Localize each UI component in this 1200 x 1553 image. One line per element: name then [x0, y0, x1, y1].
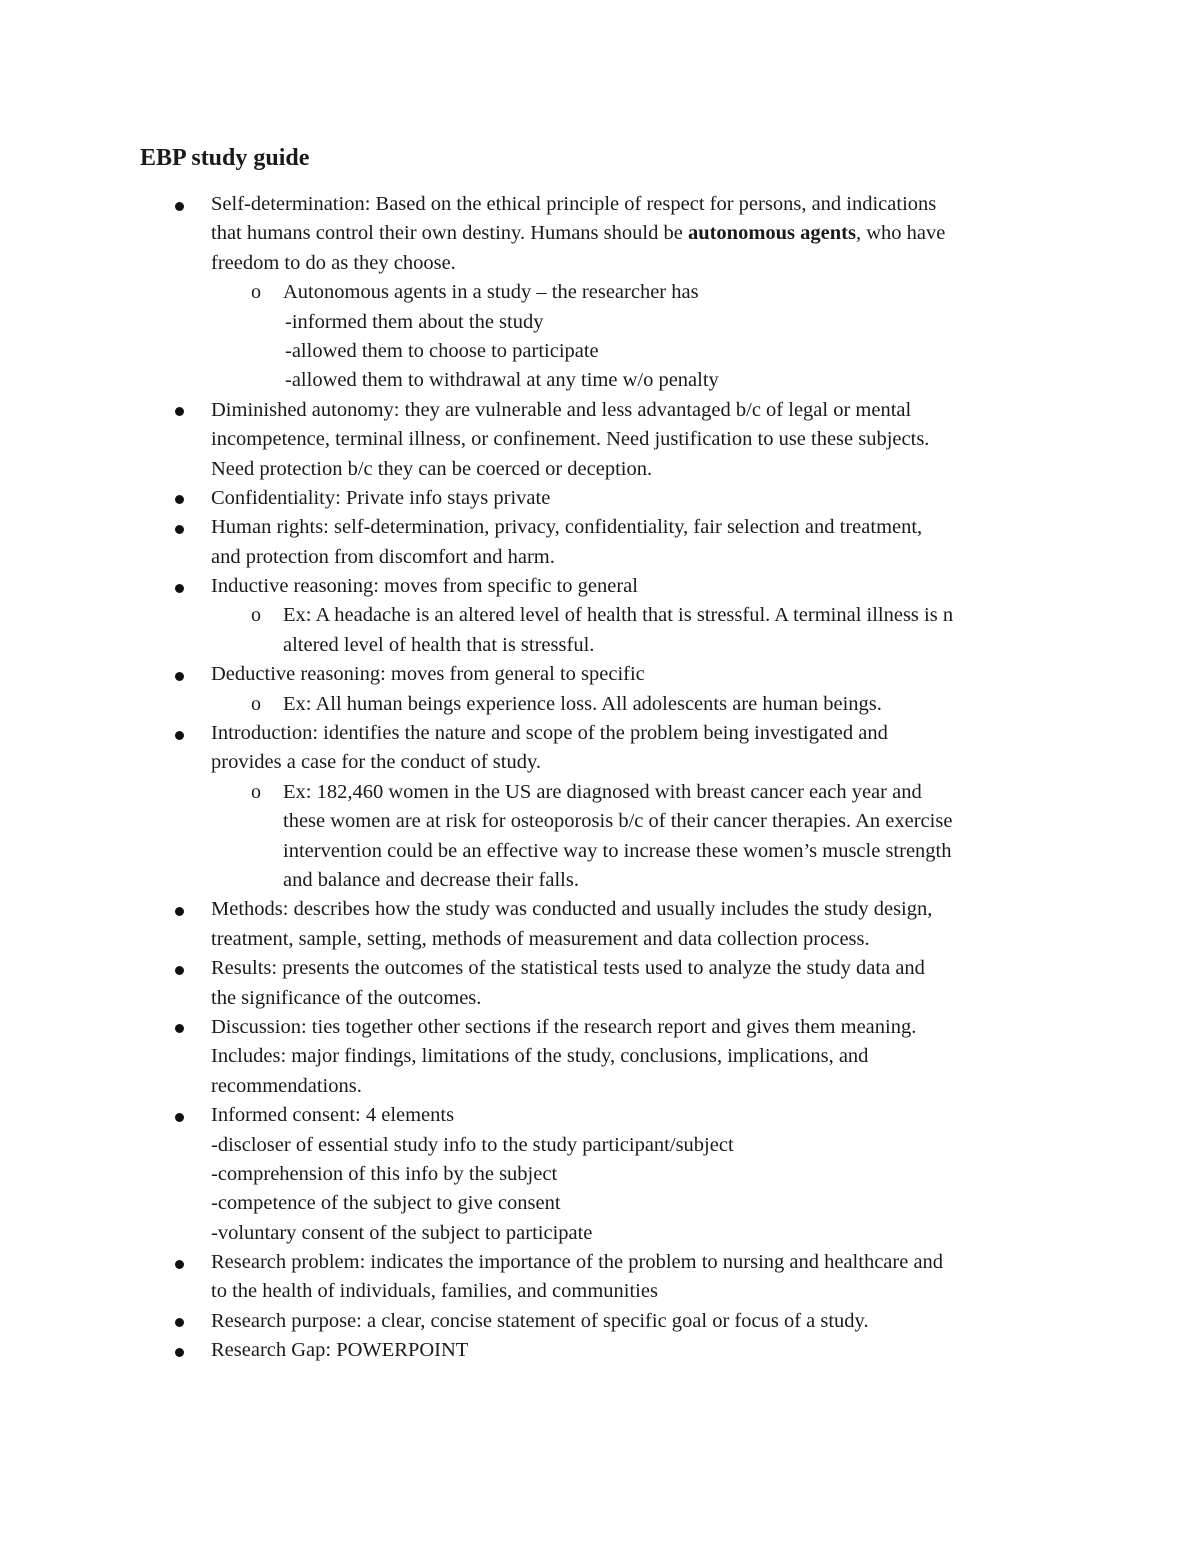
bullet-icon [175, 731, 184, 740]
list-item-confidentiality: Confidentiality: Private info stays private [0, 484, 1200, 513]
bullet-icon [175, 407, 184, 416]
sub-list-item: o Ex: All human beings experience loss. All adolescents are human beings. [0, 690, 1200, 719]
list-item-methods: Methods: describes how the study was conducted and usually includes the study design, [0, 895, 1200, 924]
list-item-detail: -discloser of essential study info to the study participant/subject [211, 1133, 734, 1156]
list-item-research-problem: Research problem: indicates the importance of the problem to nursing and healthcare and [0, 1248, 1200, 1277]
list-item-deductive-reasoning: Deductive reasoning: moves from general to specific [0, 660, 1200, 689]
list-item-human-rights: Human rights: self-determination, privacy, confidentiality, fair selection and treatment, [0, 513, 1200, 542]
list-item-continuation: the significance of the outcomes. [211, 986, 482, 1009]
list-item-detail: -voluntary consent of the subject to participate [211, 1221, 593, 1244]
hollow-bullet-icon: o [251, 692, 261, 715]
list-item-continuation: incompetence, terminal illness, or confinement. Need justification to use these subjects. [211, 428, 930, 451]
list-item-continuation: recommendations. [211, 1074, 362, 1097]
list-item-inductive-reasoning: Inductive reasoning: moves from specific to general [0, 572, 1200, 601]
sub-list-item: o Ex: 182,460 women in the US are diagnosed with breast cancer each year and [0, 778, 1200, 807]
list-item-continuation: and protection from discomfort and harm. [211, 545, 555, 568]
sub-list-continuation: intervention could be an effective way to increase these women’s muscle strength [283, 839, 952, 862]
list-item-continuation: Need protection b/c they can be coerced or deception. [211, 457, 653, 480]
sub-list-item: o Ex: A headache is an altered level of health that is stressful. A terminal illness is n [0, 601, 1200, 630]
list-item-continuation: freedom to do as they choose. [211, 251, 456, 274]
bullet-icon [175, 1024, 184, 1033]
list-item-detail: -comprehension of this info by the subject [211, 1162, 558, 1185]
list-item-diminished-autonomy: Diminished autonomy: they are vulnerable and less advantaged b/c of legal or mental [0, 396, 1200, 425]
sub-list-continuation: and balance and decrease their falls. [283, 868, 579, 891]
sub-list-continuation: these women are at risk for osteoporosis b/c of their cancer therapies. An exercise [283, 810, 953, 833]
bullet-icon [175, 672, 184, 681]
list-item-results: Results: presents the outcomes of the statistical tests used to analyze the study data and [0, 954, 1200, 983]
sub-list-detail: -allowed them to withdrawal at any time w/o penalty [285, 369, 719, 392]
hollow-bullet-icon: o [251, 281, 261, 304]
list-item-self-determination: Self-determination: Based on the ethical principle of respect for persons, and indications [0, 190, 1200, 219]
list-item-research-gap: Research Gap: POWERPOINT [0, 1336, 1200, 1365]
list-item-discussion: Discussion: ties together other sections if the research report and gives them meaning. [0, 1013, 1200, 1042]
list-item-research-purpose: Research purpose: a clear, concise statement of specific goal or focus of a study. [0, 1307, 1200, 1336]
list-item-continuation: that humans control their own destiny. Humans should be autonomous agents, who have [211, 222, 946, 245]
bullet-icon [175, 1260, 184, 1269]
bold-term: autonomous agents [687, 222, 856, 245]
list-item-continuation: treatment, sample, setting, methods of measurement and data collection process. [211, 927, 870, 950]
list-item-continuation: provides a case for the conduct of study. [211, 751, 541, 774]
bullet-icon [175, 1113, 184, 1122]
list-item-detail: -competence of the subject to give consent [211, 1192, 561, 1215]
bullet-list [0, 190, 1200, 1366]
list-item-continuation: to the health of individuals, families, and communities [211, 1280, 658, 1303]
sub-list-detail: -informed them about the study [285, 310, 544, 333]
bullet-icon [175, 907, 184, 916]
bullet-icon [175, 1318, 184, 1327]
bullet-icon [175, 966, 184, 975]
list-item-informed-consent: Informed consent: 4 elements [0, 1101, 1200, 1130]
list-item-continuation: Includes: major findings, limitations of the study, conclusions, implications, and [211, 1045, 869, 1068]
bullet-icon [175, 495, 184, 504]
sub-list-detail: -allowed them to choose to participate [285, 339, 599, 362]
bullet-icon [175, 584, 184, 593]
hollow-bullet-icon: o [251, 780, 261, 803]
document-title: EBP study guide [140, 145, 310, 171]
bullet-icon [175, 202, 184, 211]
bullet-icon [175, 525, 184, 534]
list-item-introduction: Introduction: identifies the nature and scope of the problem being investigated and [0, 719, 1200, 748]
bullet-icon [175, 1348, 184, 1357]
sub-list-continuation: altered level of health that is stressful. [283, 633, 595, 656]
sub-list-item: o Autonomous agents in a study – the researcher has [0, 278, 1200, 307]
hollow-bullet-icon: o [251, 604, 261, 627]
